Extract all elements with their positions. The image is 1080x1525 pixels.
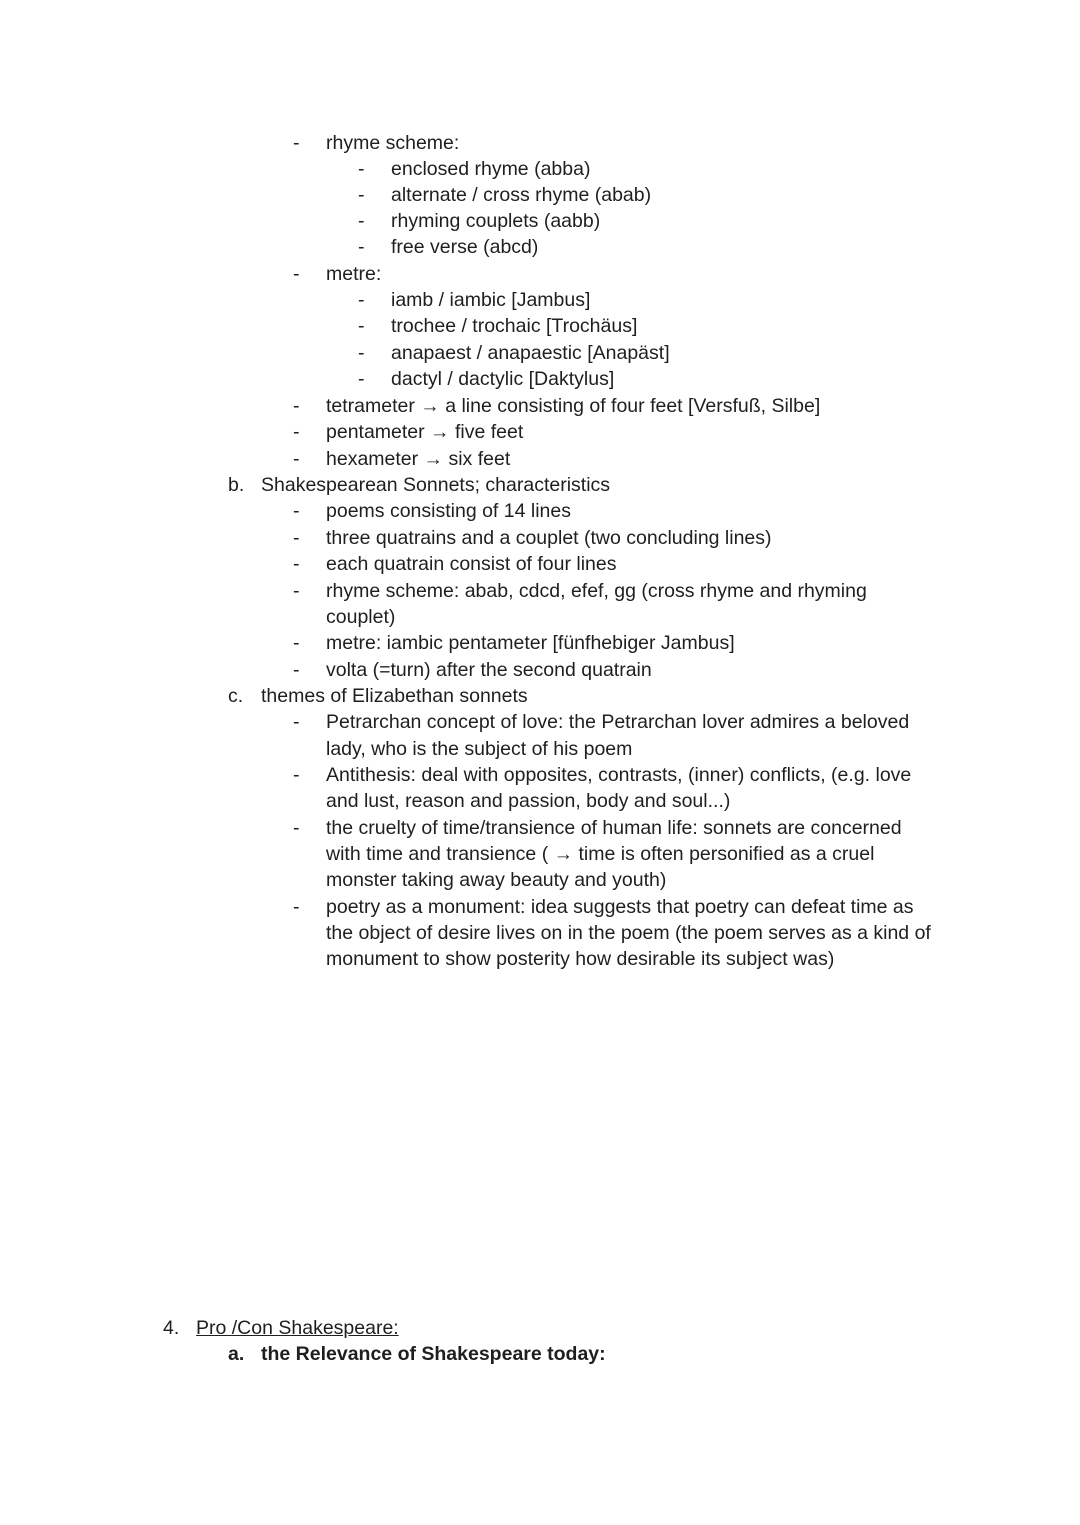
theme-item-cont: with time and transience ( → time is often personified as a cruel xyxy=(326,843,875,865)
bullet-dash: - xyxy=(293,448,300,470)
sonnet-characteristic: metre: iambic pentameter [fünfhebiger Jambus] xyxy=(326,632,735,654)
bullet-dash: - xyxy=(358,289,365,311)
rhyme-item: free verse (abcd) xyxy=(391,236,539,258)
bullet-dash: - xyxy=(293,527,300,549)
metre-item: dactyl / dactylic [Daktylus] xyxy=(391,368,615,390)
theme-item-cont: lady, who is the subject of his poem xyxy=(326,738,633,760)
section-4a-marker: a. xyxy=(228,1343,245,1365)
bullet-dash: - xyxy=(293,132,300,154)
bullet-dash: - xyxy=(293,580,300,602)
bullet-dash: - xyxy=(358,342,365,364)
rhyme-item: rhyming couplets (aabb) xyxy=(391,210,601,232)
section-c-title: themes of Elizabethan sonnets xyxy=(261,685,528,707)
bullet-dash: - xyxy=(293,764,300,786)
section-b-title: Shakespearean Sonnets; characteristics xyxy=(261,474,611,496)
section-b-marker: b. xyxy=(228,474,245,496)
bullet-dash: - xyxy=(293,421,300,443)
rhyme-item: enclosed rhyme (abba) xyxy=(391,158,591,180)
sonnet-characteristic-cont: couplet) xyxy=(326,606,396,628)
theme-item: Antithesis: deal with opposites, contrasts, (inner) conflicts, (e.g. love xyxy=(326,764,912,786)
bullet-dash: - xyxy=(293,632,300,654)
section-4a-title: the Relevance of Shakespeare today: xyxy=(261,1343,606,1365)
bullet-dash: - xyxy=(293,553,300,575)
bullet-dash: - xyxy=(358,368,365,390)
feet-item: hexameter → six feet xyxy=(326,448,511,470)
theme-item-cont: monster taking away beauty and youth) xyxy=(326,869,667,891)
bullet-dash: - xyxy=(293,500,300,522)
bullet-dash: - xyxy=(358,210,365,232)
theme-item: the cruelty of time/transience of human life: sonnets are concerned xyxy=(326,817,902,839)
sonnet-characteristic: volta (=turn) after the second quatrain xyxy=(326,659,652,681)
bullet-dash: - xyxy=(358,315,365,337)
sonnet-characteristic: three quatrains and a couplet (two concluding lines) xyxy=(326,527,772,549)
bullet-dash: - xyxy=(293,395,300,417)
metre-item: iamb / iambic [Jambus] xyxy=(391,289,591,311)
bullet-dash: - xyxy=(293,659,300,681)
theme-item: Petrarchan concept of love: the Petrarchan lover admires a beloved xyxy=(326,711,910,733)
theme-item: poetry as a monument: idea suggests that poetry can defeat time as xyxy=(326,896,914,918)
bullet-dash: - xyxy=(293,817,300,839)
theme-item-cont: and lust, reason and passion, body and soul...) xyxy=(326,790,731,812)
feet-item: pentameter → five feet xyxy=(326,421,524,443)
section-4-title: Pro /Con Shakespeare: xyxy=(196,1317,399,1339)
sonnet-characteristic: rhyme scheme: abab, cdcd, efef, gg (cross rhyme and rhyming xyxy=(326,580,867,602)
bullet-dash: - xyxy=(358,158,365,180)
metre-label: metre: xyxy=(326,263,382,285)
section-4-marker: 4. xyxy=(163,1317,180,1339)
theme-item-cont: monument to show posterity how desirable its subject was) xyxy=(326,948,835,970)
bullet-dash: - xyxy=(293,263,300,285)
bullet-dash: - xyxy=(293,896,300,918)
theme-item-cont: the object of desire lives on in the poem (the poem serves as a kind of xyxy=(326,922,931,944)
rhyme-scheme-label: rhyme scheme: xyxy=(326,132,460,154)
metre-item: anapaest / anapaestic [Anapäst] xyxy=(391,342,670,364)
bullet-dash: - xyxy=(293,711,300,733)
rhyme-item: alternate / cross rhyme (abab) xyxy=(391,184,652,206)
bullet-dash: - xyxy=(358,236,365,258)
sonnet-characteristic: poems consisting of 14 lines xyxy=(326,500,571,522)
sonnet-characteristic: each quatrain consist of four lines xyxy=(326,553,617,575)
bullet-dash: - xyxy=(358,184,365,206)
feet-item: tetrameter → a line consisting of four feet [Versfuß, Silbe] xyxy=(326,395,821,417)
section-c-marker: c. xyxy=(228,685,244,707)
metre-item: trochee / trochaic [Trochäus] xyxy=(391,315,638,337)
